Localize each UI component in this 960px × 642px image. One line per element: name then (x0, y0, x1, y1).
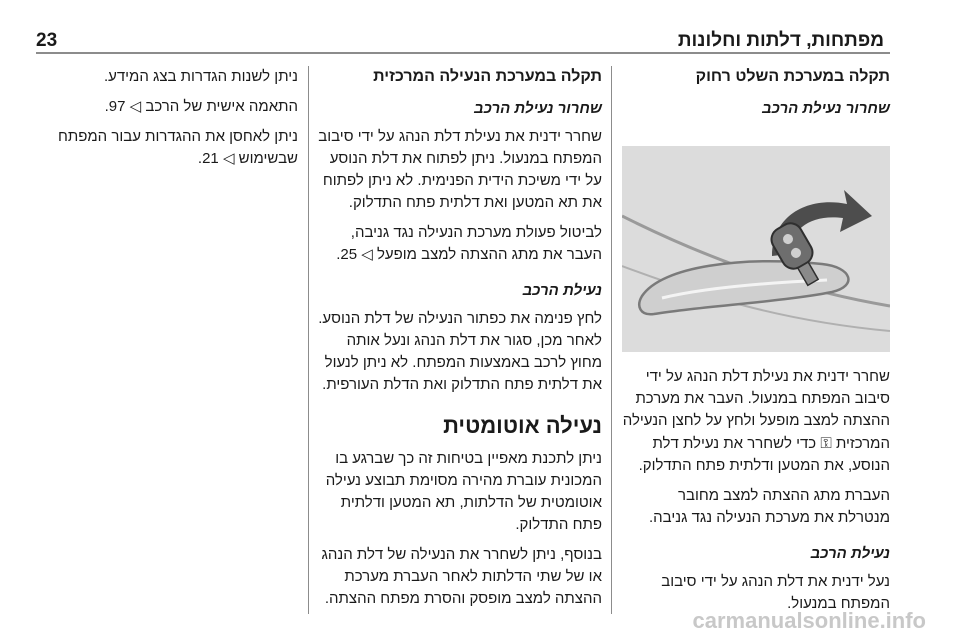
paragraph-lock-manual: נעל ידנית את דלת הנהג על ידי סיבוב המפתח במנעול. (661, 573, 890, 612)
lock-button-icon: ⚿ (820, 434, 832, 452)
column-divider-left (308, 66, 309, 614)
paragraph-immobilizer-off: העברת מתג ההצתה למצב מחובר מנטרלת את מערכת הנעילה נגד גניבה. (648, 487, 890, 526)
paragraph-personalization: התאמה אישית של הרכב ◁ 97. (104, 98, 298, 115)
paragraph-auto-lock: ניתן לתכנת מאפיין בטיחות זה כך שברגע בו המכונית עוברת מהירה מסוימת תבוצע נעילה אוטומטית של הדלתות, תא המטען ודלתית פתח התדלוק. (325, 450, 602, 533)
paragraph-lock-central: לחץ פנימה את כפתור הנעילה של דלת הנוסע. לאחר מכן, סגור את דלת הנהג ונעל אותה מחוץ לרכב באמצעות המפתח. לא ניתן לנעול את דלתית פתח התדלוק ואת הדלת העורפית. (318, 310, 602, 393)
subtitle-lock: נעילת הרכב (810, 545, 890, 562)
column-divider-right (611, 66, 612, 614)
page-reference-link[interactable]: 97. (104, 98, 126, 115)
subtitle-lock-central: נעילת הרכב (522, 282, 602, 299)
key-in-door-lock-icon (622, 146, 890, 352)
page-reference-link[interactable]: 21. (197, 150, 219, 167)
reference-arrow-icon: ◁ (129, 98, 142, 115)
section-title-remote-fault: תקלה במערכת השלט רחוק (695, 68, 890, 85)
subtitle-unlock-central: שחרור נעילת הרכב (474, 100, 602, 117)
subtitle-unlock: שחרור נעילת הרכב (762, 100, 890, 117)
paragraph-key-settings: ניתן לאחסן את ההגדרות עבור המפתח שבשימוש ◁ 21. (57, 128, 298, 167)
watermark: carmanualsonline.info (692, 608, 926, 633)
section-title-central-fault: תקלה במערכת הנעילה המרכזית (373, 68, 602, 85)
column-remote-control-fault (622, 66, 890, 623)
header-rule (36, 52, 890, 54)
paragraph-auto-unlock: בנוסף, ניתן לשחרר את הנעילה של דלת הנהג או של שתי הדלתות לאחר העברת מערכת ההצתה למצב מופסק והסרת מפתח ההצתה. (321, 546, 602, 607)
page-header (36, 22, 890, 52)
paragraph-deactivate-antitheft: לביטול פעולת מערכת הנעילה נגד גניבה, העבר את מתג ההצתה למצב מופעל ◁ 25. (336, 224, 602, 263)
paragraph-info-display: ניתן לשנות הגדרות בצג המידע. (103, 68, 298, 85)
section-title-auto-lock: נעילה אוטומטית (443, 413, 602, 438)
page-title: מפתחות, דלתות וחלונות (677, 30, 884, 51)
paragraph-unlock-central: שחרר ידנית את נעילת דלת הנהג על ידי סיבוב המפתח במנעול. ניתן לפתוח את דלת הנוסע על ידי משיכת הידית הפנימית. לא ניתן לפתוח את תא המטען ואת דלתית פתח התדלוק. (318, 128, 602, 211)
column-settings (36, 66, 298, 178)
paragraph-unlock-manual: שחרר ידנית את נעילת דלת הנהג על ידי סיבוב המפתח במנעול. העבר את מערכת ההצתה למצב מופעל ולחץ על לחצן הנעילה המרכזית ⚿ כדי לשחרר את נעילת דלת הנוסע, את המטען ודלתית פתח התדלוק. (622, 368, 890, 474)
page-reference-link[interactable]: 25. (336, 246, 358, 263)
page-number: 23 (36, 30, 58, 51)
reference-arrow-icon: ◁ (361, 246, 373, 263)
reference-arrow-icon: ◁ (222, 150, 235, 167)
column-central-locking-fault (318, 66, 602, 618)
door-handle-key-illustration (622, 146, 890, 352)
